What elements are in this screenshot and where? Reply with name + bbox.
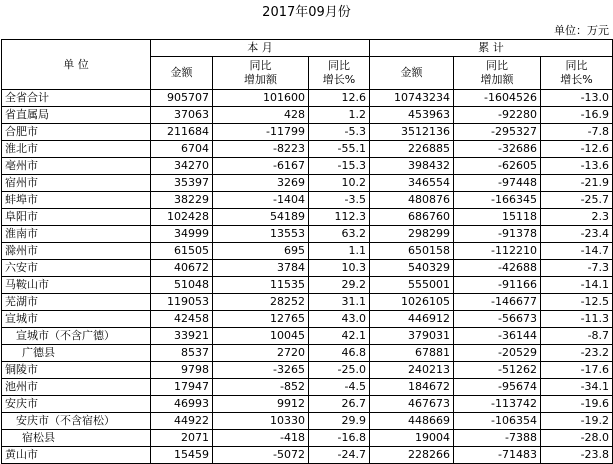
cell-month-amount: 6704	[151, 141, 213, 158]
cell-month-amount: 40672	[151, 260, 213, 277]
row-unit-name: 安庆市（不含宿松）	[2, 413, 151, 430]
row-unit-name: 宣城市	[2, 311, 151, 328]
cell-cum-growth: -13.0	[541, 90, 613, 107]
cell-cum-amount: 67881	[370, 345, 454, 362]
cell-cum-growth: -14.1	[541, 277, 613, 294]
cell-cum-amount: 480876	[370, 192, 454, 209]
cell-month-growth: 10.2	[309, 175, 370, 192]
header-cum-increase	[454, 57, 541, 90]
header-cum-increase-l2: 增加额	[480, 73, 514, 86]
cell-cum-growth: -25.7	[541, 192, 613, 209]
cell-cum-growth: -12.6	[541, 141, 613, 158]
cell-cum-amount: 453963	[370, 107, 454, 124]
cell-month-growth: 46.8	[309, 345, 370, 362]
cell-cum-growth: -7.8	[541, 124, 613, 141]
cell-month-amount: 9798	[151, 362, 213, 379]
cell-month-increase: -418	[213, 430, 309, 447]
cell-month-growth: 63.2	[309, 226, 370, 243]
cell-month-increase: -5072	[213, 447, 309, 464]
cell-month-increase: 28252	[213, 294, 309, 311]
cell-month-increase: 101600	[213, 90, 309, 107]
cell-month-increase: 9912	[213, 396, 309, 413]
header-unit: 单 位	[2, 40, 151, 90]
cell-month-growth: 10.3	[309, 260, 370, 277]
cell-cum-amount: 467673	[370, 396, 454, 413]
cell-cum-increase: -51262	[454, 362, 541, 379]
report-title: 2017年09月份	[262, 5, 351, 20]
cell-month-growth: -25.0	[309, 362, 370, 379]
cell-cum-amount: 540329	[370, 260, 454, 277]
cell-cum-amount: 240213	[370, 362, 454, 379]
cell-cum-increase: -146677	[454, 294, 541, 311]
cell-month-increase: -3265	[213, 362, 309, 379]
cell-month-growth: 1.2	[309, 107, 370, 124]
cell-month-increase: -11799	[213, 124, 309, 141]
cell-month-growth: 26.7	[309, 396, 370, 413]
row-unit-name: 芜湖市	[2, 294, 151, 311]
header-month-growth-l1: 同比	[328, 59, 350, 72]
row-unit-name: 宿州市	[2, 175, 151, 192]
cell-month-increase: 10330	[213, 413, 309, 430]
row-unit-name: 阜阳市	[2, 209, 151, 226]
cell-month-growth: 112.3	[309, 209, 370, 226]
cell-month-increase: 54189	[213, 209, 309, 226]
cell-month-increase: 2720	[213, 345, 309, 362]
row-unit-name: 马鞍山市	[2, 277, 151, 294]
cell-cum-amount: 226885	[370, 141, 454, 158]
cell-cum-growth: -23.8	[541, 447, 613, 464]
cell-cum-amount: 184672	[370, 379, 454, 396]
cell-cum-growth: -8.7	[541, 328, 613, 345]
cell-cum-amount: 1026105	[370, 294, 454, 311]
cell-month-amount: 44922	[151, 413, 213, 430]
cell-month-amount: 33921	[151, 328, 213, 345]
cell-cum-increase: -36144	[454, 328, 541, 345]
row-unit-name: 省直属局	[2, 107, 151, 124]
cell-cum-increase: -91378	[454, 226, 541, 243]
cell-cum-increase: -112210	[454, 243, 541, 260]
cell-cum-growth: -34.1	[541, 379, 613, 396]
cell-cum-amount: 398432	[370, 158, 454, 175]
cell-cum-increase: -295327	[454, 124, 541, 141]
header-cum-increase-l1: 同比	[486, 59, 509, 72]
cell-month-amount: 51048	[151, 277, 213, 294]
row-unit-name: 蚌埠市	[2, 192, 151, 209]
row-unit-name: 黄山市	[2, 447, 151, 464]
cell-month-increase: 10045	[213, 328, 309, 345]
cell-cum-growth: -17.6	[541, 362, 613, 379]
cell-cum-amount: 19004	[370, 430, 454, 447]
cell-month-amount: 61505	[151, 243, 213, 260]
table-row	[2, 243, 613, 260]
cell-cum-growth: -19.2	[541, 413, 613, 430]
cell-month-amount: 42458	[151, 311, 213, 328]
cell-month-amount: 2071	[151, 430, 213, 447]
row-unit-name: 滁州市	[2, 243, 151, 260]
header-month-growth-l2: 增长%	[322, 73, 356, 86]
table-row	[2, 277, 613, 294]
table-row	[2, 107, 613, 124]
table-row	[2, 209, 613, 226]
cell-cum-increase: -106354	[454, 413, 541, 430]
cell-month-growth: 29.9	[309, 413, 370, 430]
cell-cum-growth: 2.3	[541, 209, 613, 226]
cell-month-amount: 35397	[151, 175, 213, 192]
cell-cum-growth: -21.9	[541, 175, 613, 192]
cell-month-amount: 905707	[151, 90, 213, 107]
cell-month-growth: -24.7	[309, 447, 370, 464]
cell-cum-increase: -1604526	[454, 90, 541, 107]
table-row	[2, 396, 613, 413]
cell-cum-growth: -23.2	[541, 345, 613, 362]
row-unit-name: 安庆市	[2, 396, 151, 413]
cell-month-amount: 211684	[151, 124, 213, 141]
cell-cum-amount: 686760	[370, 209, 454, 226]
table-row	[2, 430, 613, 447]
cell-month-amount: 38229	[151, 192, 213, 209]
cell-cum-amount: 650158	[370, 243, 454, 260]
table-row	[2, 175, 613, 192]
table-row	[2, 362, 613, 379]
cell-month-growth: 42.1	[309, 328, 370, 345]
cell-month-amount: 119053	[151, 294, 213, 311]
table-row	[2, 345, 613, 362]
cell-cum-amount: 3512136	[370, 124, 454, 141]
cell-cum-amount: 298299	[370, 226, 454, 243]
cell-month-amount: 17947	[151, 379, 213, 396]
header-month-growth	[309, 57, 370, 90]
cell-cum-increase: 15118	[454, 209, 541, 226]
cell-month-growth: 12.6	[309, 90, 370, 107]
table-row	[2, 226, 613, 243]
header-month-amount: 金额	[151, 57, 213, 90]
cell-cum-increase: -166345	[454, 192, 541, 209]
cell-month-growth: -55.1	[309, 141, 370, 158]
cell-cum-increase: -92280	[454, 107, 541, 124]
table-row	[2, 447, 613, 464]
cell-month-amount: 102428	[151, 209, 213, 226]
header-month-increase	[213, 57, 309, 90]
table-row	[2, 260, 613, 277]
table-row	[2, 311, 613, 328]
cell-cum-growth: -28.0	[541, 430, 613, 447]
cell-cum-growth: -11.3	[541, 311, 613, 328]
cell-month-amount: 46993	[151, 396, 213, 413]
cell-month-amount: 8537	[151, 345, 213, 362]
cell-month-increase: 13553	[213, 226, 309, 243]
cell-cum-amount: 10743234	[370, 90, 454, 107]
cell-month-growth: 31.1	[309, 294, 370, 311]
header-month-increase-l2: 增加额	[244, 73, 277, 86]
cell-month-increase: 3269	[213, 175, 309, 192]
cell-cum-amount: 379031	[370, 328, 454, 345]
row-unit-name: 宿松县	[2, 430, 151, 447]
row-unit-name: 六安市	[2, 260, 151, 277]
cell-cum-growth: -16.9	[541, 107, 613, 124]
cell-month-growth: -3.5	[309, 192, 370, 209]
cell-month-increase: 695	[213, 243, 309, 260]
cell-month-increase: 11535	[213, 277, 309, 294]
row-unit-name: 亳州市	[2, 158, 151, 175]
header-row-1	[2, 40, 613, 57]
row-unit-name: 淮南市	[2, 226, 151, 243]
cell-cum-amount: 555001	[370, 277, 454, 294]
header-cum-growth	[541, 57, 613, 90]
header-month-increase-l1: 同比	[249, 59, 272, 72]
header-cum-growth-l2: 增长%	[560, 73, 593, 86]
cell-cum-increase: -113742	[454, 396, 541, 413]
cell-cum-amount: 346554	[370, 175, 454, 192]
cell-month-growth: 1.1	[309, 243, 370, 260]
cell-month-amount: 15459	[151, 447, 213, 464]
cell-month-increase: -8223	[213, 141, 309, 158]
row-unit-name: 池州市	[2, 379, 151, 396]
unit-label: 单位：万元	[554, 24, 609, 37]
cell-month-growth: 29.2	[309, 277, 370, 294]
table-row	[2, 141, 613, 158]
cell-month-increase: -852	[213, 379, 309, 396]
cell-cum-growth: -13.6	[541, 158, 613, 175]
row-unit-name: 广德县	[2, 345, 151, 362]
row-unit-name: 淮北市	[2, 141, 151, 158]
cell-month-growth: 43.0	[309, 311, 370, 328]
cell-month-increase: -1404	[213, 192, 309, 209]
row-unit-name: 铜陵市	[2, 362, 151, 379]
cell-cum-amount: 446912	[370, 311, 454, 328]
cell-month-growth: -5.3	[309, 124, 370, 141]
cell-month-growth: -16.8	[309, 430, 370, 447]
cell-cum-growth: -14.7	[541, 243, 613, 260]
table-row	[2, 379, 613, 396]
table-row	[2, 124, 613, 141]
cell-cum-growth: -12.5	[541, 294, 613, 311]
header-this-month: 本 月	[151, 40, 370, 57]
cell-cum-increase: -95674	[454, 379, 541, 396]
header-cum-growth-l1: 同比	[565, 59, 588, 72]
cell-cum-increase: -20529	[454, 345, 541, 362]
cell-month-amount: 34999	[151, 226, 213, 243]
cell-cum-increase: -91166	[454, 277, 541, 294]
cell-cum-amount: 228266	[370, 447, 454, 464]
cell-cum-increase: -71483	[454, 447, 541, 464]
cell-cum-increase: -7388	[454, 430, 541, 447]
cell-month-increase: 12765	[213, 311, 309, 328]
cell-month-increase: 3784	[213, 260, 309, 277]
cell-month-increase: 428	[213, 107, 309, 124]
header-cumulative: 累 计	[370, 40, 613, 57]
cell-cum-increase: -42688	[454, 260, 541, 277]
cell-cum-amount: 448669	[370, 413, 454, 430]
cell-month-growth: -15.3	[309, 158, 370, 175]
row-unit-name: 宣城市（不含广德）	[2, 328, 151, 345]
cell-cum-increase: -32686	[454, 141, 541, 158]
table-row	[2, 158, 613, 175]
row-unit-name: 全省合计	[2, 90, 151, 107]
table-row	[2, 192, 613, 209]
table-row	[2, 90, 613, 107]
cell-month-growth: -4.5	[309, 379, 370, 396]
header-cum-amount: 金额	[370, 57, 454, 90]
cell-cum-growth: -7.3	[541, 260, 613, 277]
cell-cum-increase: -56673	[454, 311, 541, 328]
cell-month-amount: 37063	[151, 107, 213, 124]
table-row	[2, 328, 613, 345]
cell-cum-increase: -62605	[454, 158, 541, 175]
row-unit-name: 合肥市	[2, 124, 151, 141]
table-row	[2, 413, 613, 430]
cell-month-amount: 34270	[151, 158, 213, 175]
cell-cum-growth: -23.4	[541, 226, 613, 243]
report-table	[1, 39, 613, 464]
cell-cum-increase: -97448	[454, 175, 541, 192]
table-row	[2, 294, 613, 311]
cell-cum-growth: -19.6	[541, 396, 613, 413]
cell-month-increase: -6167	[213, 158, 309, 175]
